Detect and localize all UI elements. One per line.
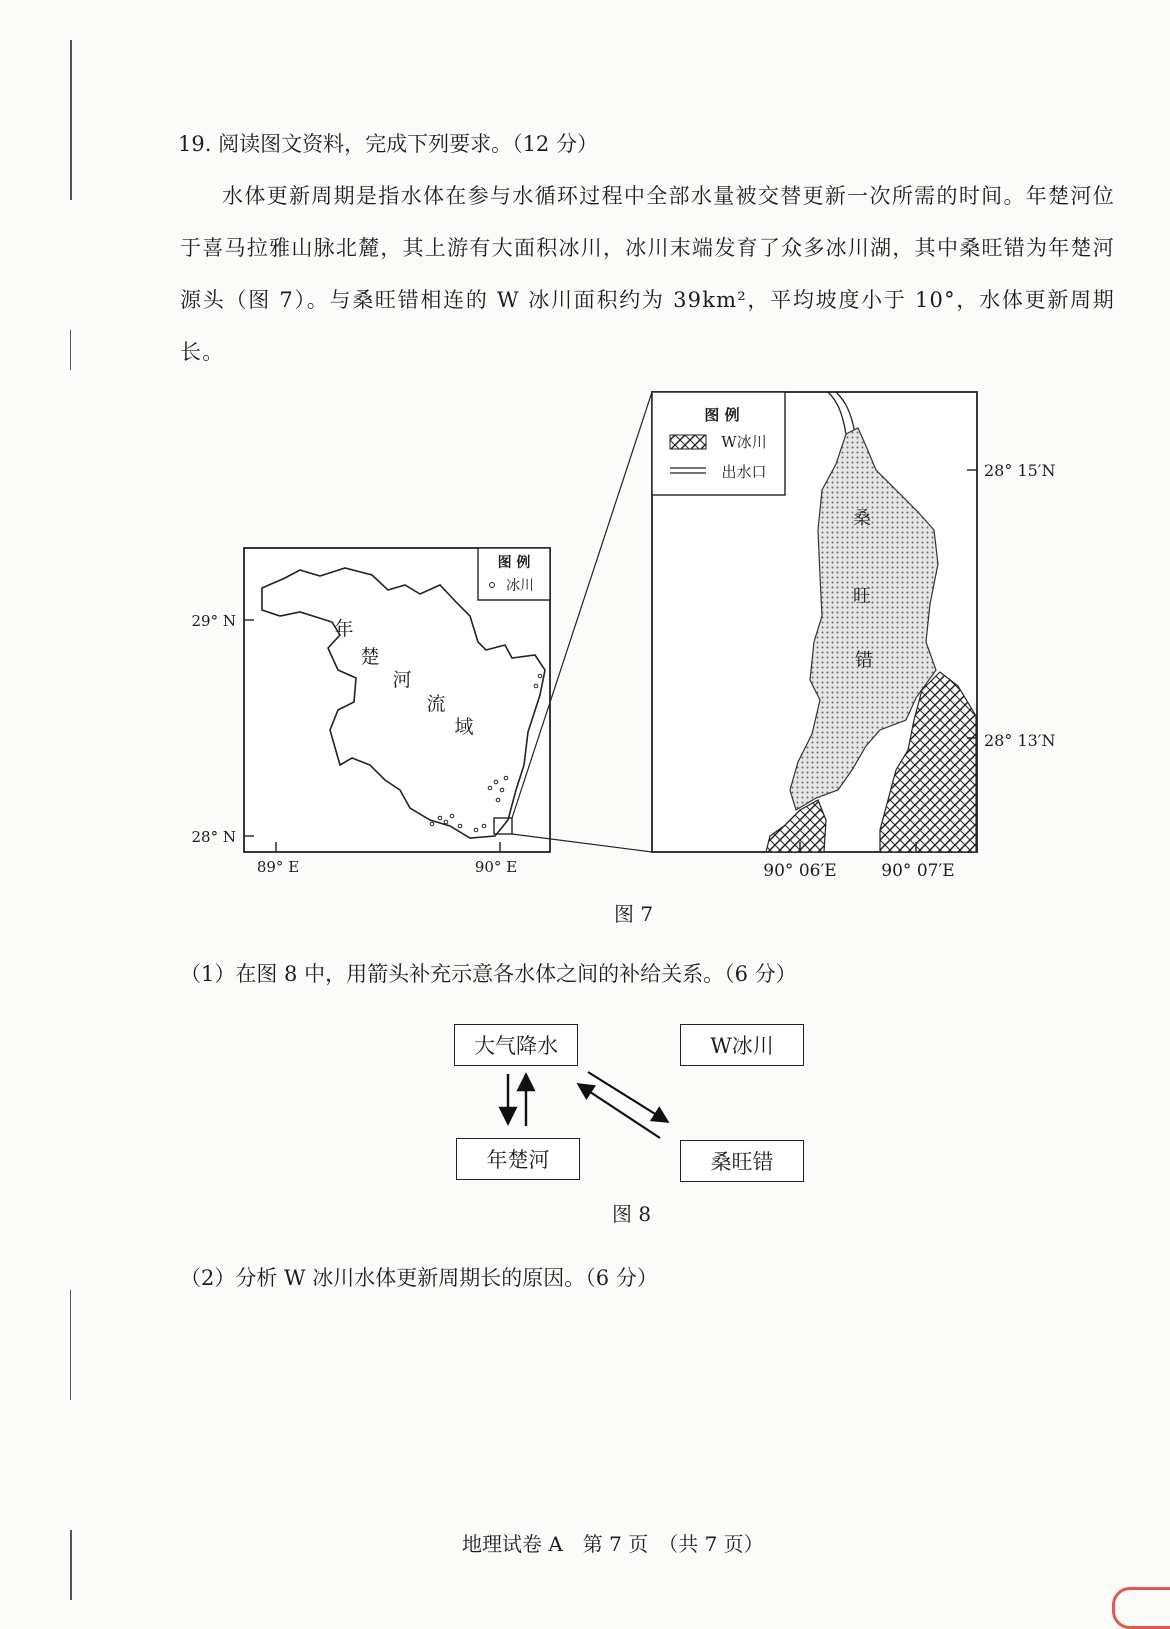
figure-8-arrows [0,1060,1170,1220]
figure-7-caption: 图 7 [614,902,654,926]
question-paragraph: 水体更新周期是指水体在参与水循环过程中全部水量被交替更新一次所需的时间。年楚河位于喜马拉雅山脉北麓，其上游有大面积冰川，冰川末端发育了众多冰川湖，其中桑旺错为年楚河源头（图 7）。与桑旺错相连的 W 冰川面积约为 39km²，平均坡度小于 10°，水体更新周期长。 [180,184,1115,364]
corner-badge [1112,1587,1170,1629]
sub-question-1: （1）在图 8 中，用箭头补充示意各水体之间的补给关系。（6 分） [180,962,797,986]
region-label-char: 年 [334,618,354,640]
arrow-precip-to-lake [588,1072,668,1122]
left-legend-item: 冰川 [506,578,534,594]
lon-label-89e: 89° E [256,858,300,876]
region-label-char: 楚 [360,646,380,668]
right-legend-title: 图 例 [704,406,740,424]
right-legend-item: 出水口 [721,463,767,481]
left-map [192,548,550,876]
figure-8-caption: 图 8 [612,1202,652,1226]
lat-label-29n: 29° N [191,612,236,630]
binding-line [70,40,72,200]
lake-label-char: 错 [855,650,873,671]
lake-label-char: 旺 [853,586,871,607]
figure-7 [0,380,1170,940]
region-label-char: 河 [392,669,412,691]
lon-label-90-06e: 90° 06′E [763,861,837,881]
lat-label-28-13n: 28° 13′N [984,731,1056,750]
region-label-char: 流 [426,693,446,715]
box-w-glacier: W冰川 [680,1024,804,1066]
lon-label-90-07e: 90° 07′E [881,861,955,881]
binding-line [70,1530,72,1600]
box-nianchu-river: 年楚河 [456,1138,580,1180]
lon-label-90e: 90° E [474,858,518,876]
lat-label-28n: 28° N [191,828,236,846]
sub-question-2: （2）分析 W 冰川水体更新周期长的原因。（6 分） [180,1266,658,1290]
right-legend-item: W冰川 [721,433,767,451]
binding-line [70,330,71,370]
region-label-char: 域 [454,716,474,738]
question-title: 19. 阅读图文资料，完成下列要求。（12 分） [178,132,598,156]
page-footer: 地理试卷 A 第 7 页 （共 7 页） [462,1532,764,1556]
binding-line [70,1290,71,1400]
box-sangwangcuo: 桑旺错 [680,1140,804,1182]
lat-label-28-15n: 28° 15′N [984,461,1056,480]
left-legend-title: 图 例 [497,555,531,571]
box-precipitation: 大气降水 [454,1024,578,1066]
lake-label-char: 桑 [853,508,871,529]
right-map [652,392,1055,881]
w-glacier-legend-icon [670,435,706,449]
